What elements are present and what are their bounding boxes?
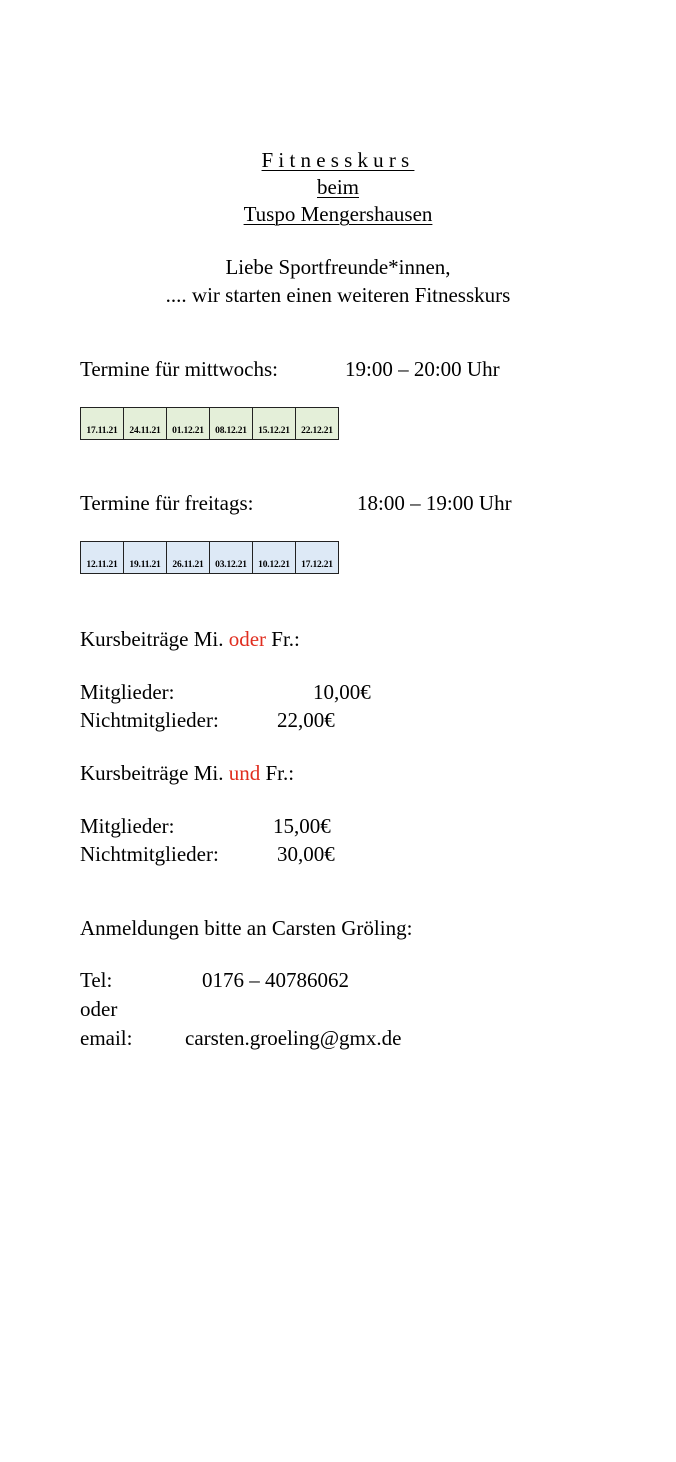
- fees-or-connector: oder: [228, 627, 267, 651]
- fees-or-suffix: Fr.:: [271, 627, 300, 651]
- email-label: email:: [80, 1026, 133, 1050]
- fees-or-prefix: Kursbeiträge Mi.: [80, 627, 224, 651]
- date-cell: 19.11.21: [124, 542, 167, 574]
- course-title: Fitnesskurs: [261, 148, 415, 172]
- intro-text: .... wir starten einen weiteren Fitnesskurs: [165, 283, 511, 307]
- friday-dates-table: [80, 541, 339, 574]
- date-cell: 12.11.21: [81, 542, 124, 574]
- date-cell: 15.12.21: [253, 408, 296, 440]
- date-cell: 17.12.21: [296, 542, 339, 574]
- friday-time: 18:00 – 19:00 Uhr: [357, 491, 512, 515]
- greeting: Liebe Sportfreunde*innen,: [225, 255, 451, 279]
- registration-intro: Anmeldungen bitte an Carsten Gröling:: [80, 916, 413, 940]
- date-cell: 17.11.21: [81, 408, 124, 440]
- friday-label: Termine für freitags:: [80, 491, 254, 515]
- date-cell: 10.12.21: [253, 542, 296, 574]
- or-text: oder: [80, 997, 118, 1021]
- club-name: Tuspo Mengershausen: [243, 202, 433, 226]
- wednesday-dates-table: [80, 407, 339, 440]
- date-cell: 08.12.21: [210, 408, 253, 440]
- wednesday-dates-row: [81, 408, 339, 440]
- title-line-beim: beim: [317, 175, 359, 199]
- fees-and-heading: [80, 759, 294, 787]
- fees-or-nonmembers-price: 22,00€: [277, 708, 335, 732]
- tel-label: Tel:: [80, 968, 113, 992]
- fees-and-nonmembers-label: Nichtmitglieder:: [80, 842, 219, 866]
- tel-number: 0176 – 40786062: [202, 968, 349, 992]
- date-cell: 22.12.21: [296, 408, 339, 440]
- email-address: carsten.groeling@gmx.de: [185, 1026, 402, 1050]
- wednesday-label: Termine für mittwochs:: [80, 357, 278, 381]
- date-cell: 26.11.21: [167, 542, 210, 574]
- date-cell: 01.12.21: [167, 408, 210, 440]
- fees-or-nonmembers-label: Nichtmitglieder:: [80, 708, 219, 732]
- fees-and-connector: und: [228, 761, 261, 785]
- fees-or-members-price: 10,00€: [313, 680, 371, 704]
- fees-and-members-price: 15,00€: [273, 814, 331, 838]
- date-cell: 24.11.21: [124, 408, 167, 440]
- fees-and-members-label: Mitglieder:: [80, 814, 175, 838]
- fees-and-prefix: Kursbeiträge Mi.: [80, 761, 224, 785]
- date-cell: 03.12.21: [210, 542, 253, 574]
- fees-or-members-label: Mitglieder:: [80, 680, 175, 704]
- fees-or-heading: [80, 625, 300, 653]
- fees-and-nonmembers-price: 30,00€: [277, 842, 335, 866]
- wednesday-time: 19:00 – 20:00 Uhr: [345, 357, 500, 381]
- fees-and-suffix: Fr.:: [265, 761, 295, 785]
- friday-dates-row: [81, 542, 339, 574]
